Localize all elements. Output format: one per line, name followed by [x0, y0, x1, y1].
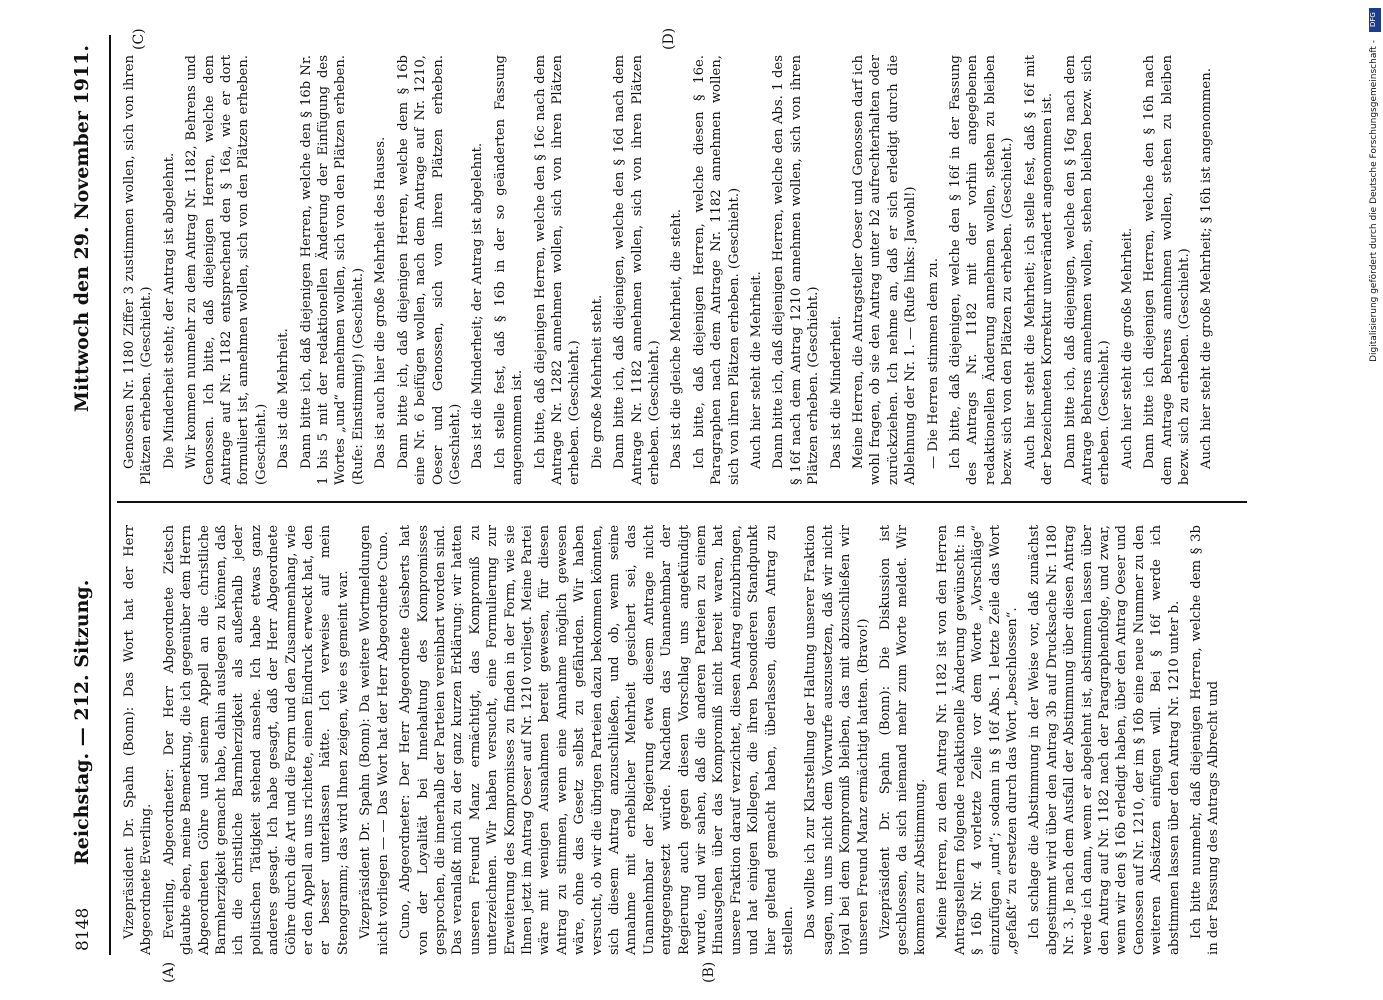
page-header — [61, 35, 105, 955]
margin-marker-d: (D) — [661, 27, 677, 50]
paragraph: Auch hier steht die große Mehrheit. — [1119, 227, 1135, 469]
paragraph: Genossen Nr. 1180 Ziffer 3 zustimmen wollen, sich von ihren Plätzen erheben. (Geschieht.) — [122, 55, 155, 485]
margin-marker-c: (C) — [131, 28, 147, 50]
paragraph: Dann bitte ich diejenigen Herren, welche den § 16h nach dem Antrage Behrens annehmen wollen, stehen zu bleiben bezw. sich zu erheben. (Geschieht.) — [1142, 55, 1192, 485]
running-head: Reichstag. — 212. Sitzung. — [71, 579, 93, 865]
paragraph: Vizepräsident Dr. Spahn (Bonn): Das Wort hat der Herr Abgeordnete Everling. — [122, 525, 155, 955]
paragraph: Ich bitte nunmehr, daß diejenigen Herren, welche dem § 3b in der Fassung des Antrags Albrecht und — [1188, 525, 1222, 955]
digitization-note: Digitalisierung gefördert durch die Deutsche Forschungsgemeinschaft - — [1369, 40, 1379, 362]
paragraph: Ich bitte, daß diejenigen Herren, welche den § 16c nach dem Antrage Nr. 1282 annehmen wollen, sich von ihren Plätzen erheben. (Geschieht.) — [532, 55, 583, 485]
paragraph: Dann bitte ich, daß diejenigen, welche den § 16d nach dem Antrage Nr. 1182 annehmen wollen, sich von ihren Plätzen erheben. (Geschieht.) — [612, 55, 662, 485]
paragraph: Dann bitte ich, daß diejenigen Herren, welche dem § 16b eine Nr. 6 beifügen wollen, nach dem Antrage auf Nr. 1210, Oeser und Genossen, sich von ihren Plätzen erheben. (Geschieht.) — [395, 55, 463, 485]
column-divider — [117, 502, 1247, 504]
paragraph: Ich schlage die Abstimmung in der Weise vor, daß zunächst abgestimmt wird über den Antrag 3b auf Drucksache Nr. 1180 Nr. 3. Je nach dem Ausfall der Abstimmung über diesen Antrag werde ich dann, wenn er abgelehnt ist, abstimmen lassen über den Antrag auf Nr. 1182 nach der Paragraphenfolge, und zwar, wenn wir den § 16b erledigt haben, über den Antrag Oeser und Genossen auf Nr. 1210, der im § 16b eine neue Nummer zu den weiteren Absätzen einfügen will. Bei § 16f werde ich abstimmen lassen über den Antrag Nr. 1210 unter b. — [1027, 525, 1182, 955]
paragraph: Dann bitte ich, daß diejenigen Herren, welche den § 16b Nr. 1 bis 5 mit der redaktionellen Änderung der Einfügung des Wortes „und“ annehmen wollen, sich von den Plätzen erheben. (Rufe: Einstimmig!) (Geschieht.) — [298, 55, 366, 485]
paragraph: Dann bitte ich, daß diejenigen Herren, welche den Abs. 1 des § 16f nach dem Antrag 1210 annehmen wollen, sich von ihren Plätzen erheben. (Geschieht.) — [771, 55, 822, 485]
paragraph: Auch hier steht die Mehrheit; ich stelle fest, daß § 16f mit der bezeichneten Korrektur unverändert angenommen ist. — [1022, 55, 1056, 485]
right-column — [121, 55, 1221, 485]
margin-marker-a: (A) — [161, 961, 177, 983]
paragraph: Everling, Abgeordneter: Der Herr Abgeordnete Zietsch glaubte eben, meine Bemerkung, die ich gegenüber dem Herrn Abgeordneten Göhre und seinem Appell an die christliche Barmherzigkeit gemacht habe, dahin auslegen zu können, daß ich die christliche Barmherzigkeit als außerhalb jeder politischen Tätigkeit stehend ansehe. Ich habe etwas ganz anderes gesagt. Ich habe gesagt, daß der Herr Abgeordnete Göhre durch die Art und die Form und den Zusammenhang, wie er den Appell an uns richtete, einen Eindruck erweckt hat, den er besser unterlassen hätte. Ich verweise auf mein Stenogramm; das wird Ihnen zeigen, wie es gemeint war. — [161, 525, 351, 955]
paragraph: Wir kommen nunmehr zu dem Antrag Nr. 1182, Behrens und Genossen. Ich bitte, daß diejenigen Herren, welche dem Antrage auf Nr. 1182 entsprechend den § 16a, wie er dort formuliert ist, annehmen wollen, sich von den Plätzen erheben. (Geschieht.) — [184, 55, 269, 485]
header-rule — [109, 35, 111, 955]
paragraph: Das ist die gleiche Mehrheit, die steht. — [669, 209, 685, 469]
left-column — [121, 525, 1228, 955]
margin-marker-b: (B) — [701, 961, 717, 983]
paragraph: Meine Herren, zu dem Antrag Nr. 1182 ist von den Herren Antragstellern folgende redaktionelle Änderung gewünscht: in § 16b Nr. 4 vorletzte Zeile vor dem Worte „Vorschläge“ einzufügen „und“; sodann in § 16f Abs. 1 letzte Zeile das Wort „gefaßt“ zu ersetzen durch das Wort „beschlossen“. — [935, 525, 1020, 955]
rotated-page — [61, 27, 1321, 983]
paragraph: Die Minderheit steht; der Antrag ist abgelehnt. — [161, 152, 177, 469]
paragraph: Das ist die Mehrheit. — [276, 328, 292, 469]
paragraph: Ich stelle fest, daß § 16b in der so geänderten Fassung angenommen ist. — [492, 55, 526, 485]
paragraph: Auch hier steht die große Mehrheit; § 16h ist angenommen. — [1199, 68, 1215, 469]
page-number: 8148 — [73, 907, 93, 951]
paragraph: Vizepräsident Dr. Spahn (Bonn): Da weitere Wortmeldungen nicht vorliegen — — Das Wort hat der Herr Abgeordnete Cuno. — [358, 525, 391, 955]
paragraph: Das ist auch hier die große Mehrheit des Hauses. — [373, 136, 389, 469]
paragraph: Dann bitte ich, daß diejenigen, welche den § 16g nach dem Antrage Behrens annehmen wollen, stehen bleiben bezw. sich erheben. (Geschieht.) — [1062, 55, 1113, 485]
paragraph: Meine Herren, die Antragsteller Oeser und Genossen darf ich wohl fragen, ob sie den Antrag unter b2 aufrechterhalten oder zurückziehen. Ich nehme an, daß er sich erledigt durch die Ablehnung der Nr. 1. — (Rufe links: Jawohl!) — [851, 55, 919, 485]
paragraph: Vizepräsident Dr. Spahn (Bonn): Die Diskussion ist geschlossen, da sich niemand mehr zum Worte meldet. Wir kommen zur Abstimmung. — [878, 525, 928, 955]
paragraph: Das ist die Minderheit. — [828, 315, 844, 469]
session-date: Mittwoch den 29. November 1911. — [71, 45, 93, 413]
paragraph: Die große Mehrheit steht. — [589, 294, 605, 469]
paragraph: Ich bitte, daß diejenigen Herren, welche diesen § 16e. Paragraphen nach dem Antrage Nr. 1182 annehmen wollen, sich von ihren Plätzen erheben. (Geschieht.) — [691, 55, 742, 485]
paragraph: — Die Herren stimmen dem zu. — [925, 258, 941, 469]
paragraph: Ich bitte, daß diejenigen, welche den § 16f in der Fassung des Antrags Nr. 1182 mit der vorhin angegebenen redaktionellen Änderung annehmen wollen, stehen zu bleiben bezw. sich von den Plätzen zu erheben. (Geschieht.) — [948, 55, 1016, 485]
paragraph: Auch hier steht die Mehrheit. — [749, 271, 764, 469]
paragraph: Cuno, Abgeordneter: Der Herr Abgeordnete Giesberts hat von der Loyalität bei Innehaltung des Kompromisses gesprochen, die innerhalb der Parteien vereinbart worden sind. Das veranlaßt mich zu der ganz kurzen Erklärung: wir hatten unseren Freund Manz ermächtigt, das Kompromiß zu unterzeichnen. Wir haben versucht, eine Formulierung zur Erweiterung des Kompromisses zu finden in der Form, wie sie Ihnen jetzt im Antrag Oeser auf Nr. 1210 vorliegt. Meine Partei wäre mit wenigen Ausnahmen bereit gewesen, für diesen Antrag zu stimmen, wenn eine Annahme möglich gewesen wäre, ohne das Gesetz selbst zu gefährden. Wir haben versucht, ob wir die übrigen Parteien dazu bekommen könnten, sich diesem Antrag anzuschließen, und ob, wenn seine Annahme mit erheblicher Mehrheit gesichert sei, das Unannehmbar der Regierung etwa diesem Antrage nicht entgegengesetzt würde. Nachdem das Unannehmbar der Regierung auch gegen diesen Vorschlag uns angekündigt wurde, und wir sahen, daß die anderen Parteien zu einem Hinausgehen über das Kompromiß nicht bereit waren, hat unsere Fraktion darauf verzichtet, diesen Antrag einzubringen, und hat einigen Kollegen, die ihren besonderen Standpunkt hier geltend gemacht haben, überlassen, diesen Antrag zu stellen. — [398, 525, 797, 955]
dfg-logo: DFG — [1369, 8, 1381, 32]
paragraph: Das ist die Minderheit; der Antrag ist abgelehnt. — [470, 142, 486, 469]
paragraph: Das wollte ich zur Klarstellung der Haltung unserer Fraktion sagen, um uns nicht dem Vorwurfe auszusetzen, daß wir nicht loyal bei dem Kompromiß bleiben, das mit abzuschließen wir unseren Freund Manz ermächtigt hatten. (Bravo!) — [803, 525, 871, 955]
